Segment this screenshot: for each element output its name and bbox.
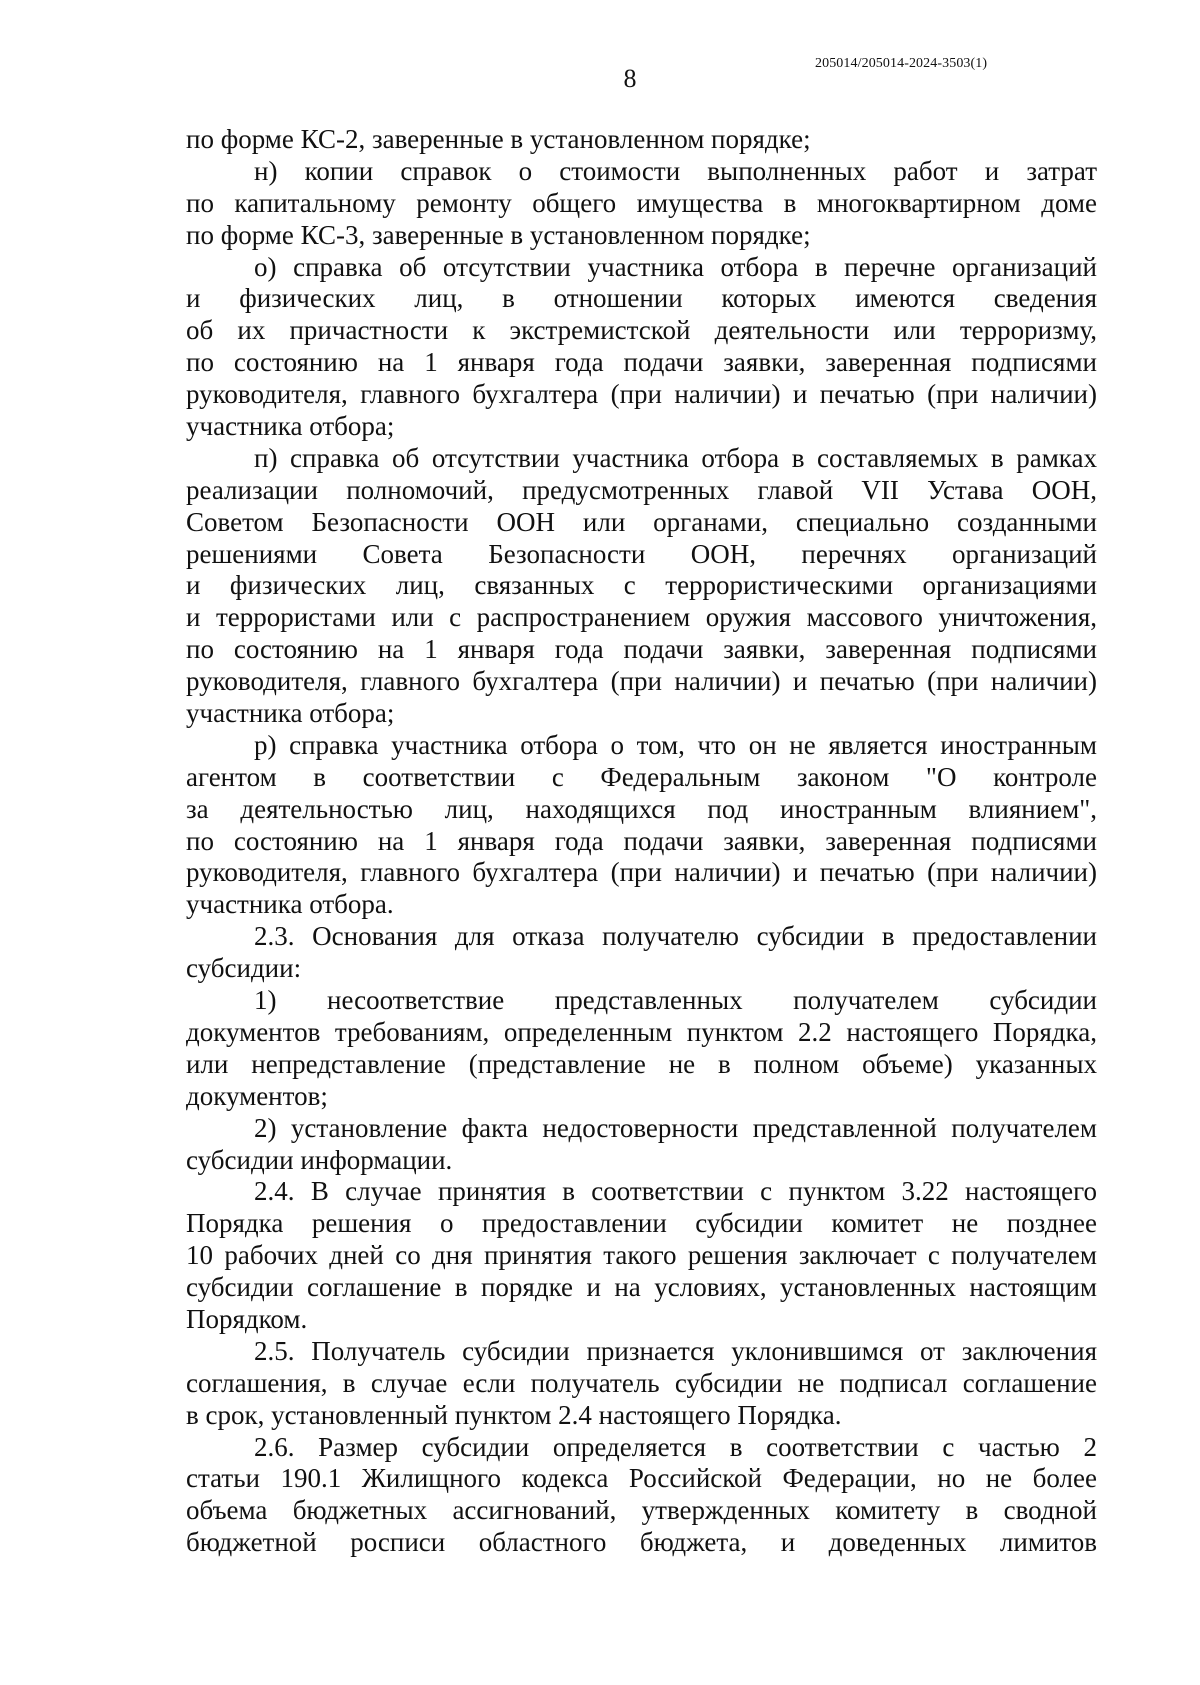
text-line: Советом Безопасности ООН или органами, специально созданными [186,506,1097,537]
text-line: н) копии справок о стоимости выполненных работ и затрат [254,155,1097,186]
text-line: по состоянию на 1 января года подачи заявки, заверенная подписями [186,634,1097,665]
text-line: документов; [186,1080,328,1111]
text-line: об их причастности к экстремистской деятельности или терроризму, [186,315,1097,346]
text-line: по состоянию на 1 января года подачи заявки, заверенная подписями [186,347,1097,378]
text-line: и физических лиц, в отношении которых имеются сведения [186,283,1097,314]
text-line: п) справка об отсутствии участника отбора в составляемых в рамках [254,442,1097,473]
page-number: 8 [623,64,637,93]
text-line: р) справка участника отбора о том, что он не является иностранным [254,729,1097,760]
text-line: руководителя, главного бухгалтера (при наличии) и печатью (при наличии) [186,666,1097,697]
text-line: реализации полномочий, предусмотренных главой VII Устава ООН, [186,474,1097,505]
text-line: руководителя, главного бухгалтера (при наличии) и печатью (при наличии) [186,857,1097,888]
text-line: о) справка об отсутствии участника отбора в перечне организаций [254,251,1097,282]
text-line: 2.4. В случае принятия в соответствии с пунктом 3.22 настоящего [254,1176,1097,1207]
text-line: 2.3. Основания для отказа получателю субсидии в предоставлении [254,921,1097,952]
text-line: Порядка решения о предоставлении субсидии комитет не позднее [186,1208,1097,1239]
text-line: участника отбора. [186,889,394,920]
text-line: руководителя, главного бухгалтера (при наличии) и печатью (при наличии) [186,379,1097,410]
text-line: по капитальному ремонту общего имущества в многоквартирном доме [186,187,1097,218]
text-line: по форме КС-3, заверенные в установленном порядке; [186,219,811,250]
text-line: 2) установление факта недостоверности представленной получателем [254,1112,1097,1143]
text-line: 10 рабочих дней со дня принятия такого решения заключает с получателем [186,1240,1097,1271]
text-line: за деятельностью лиц, находящихся под иностранным влиянием", [186,793,1097,824]
text-line: по форме КС-2, заверенные в установленном порядке; [186,124,811,154]
text-line: 2.5. Получатель субсидии признается уклонившимся от заключения [254,1335,1097,1366]
text-line: субсидии: [186,953,302,984]
text-line: соглашения, в случае если получатель субсидии не подписал соглашение [186,1367,1097,1398]
document-body [186,124,1097,1559]
text-line: объема бюджетных ассигнований, утвержденных комитету в сводной [186,1495,1097,1526]
text-line: по состоянию на 1 января года подачи заявки, заверенная подписями [186,825,1097,856]
text-line: и террористами или с распространением оружия массового уничтожения, [186,602,1097,633]
text-line: документов требованиям, определенным пунктом 2.2 настоящего Порядка, [186,1016,1097,1047]
text-line: субсидии соглашение в порядке и на условиях, установленных настоящим [186,1272,1097,1303]
text-line: решениями Совета Безопасности ООН, перечнях организаций [186,538,1097,569]
text-line: агентом в соответствии с Федеральным законом "О контроле [186,761,1097,792]
text-line: участника отбора; [186,698,395,729]
text-line: субсидии информации. [186,1144,453,1175]
text-line: статьи 190.1 Жилищного кодекса Российской Федерации, но не более [186,1463,1097,1494]
text-line: участника отбора; [186,411,395,442]
document-code: 205014/205014-2024-3503(1) [815,56,988,71]
text-line: или непредставление (представление не в полном объеме) указанных [186,1048,1097,1079]
text-line: бюджетной росписи областного бюджета, и доведенных лимитов [186,1527,1097,1558]
text-line: 1) несоответствие представленных получателем субсидии [254,985,1097,1016]
text-line: Порядком. [186,1303,308,1334]
text-line: 2.6. Размер субсидии определяется в соответствии с частью 2 [254,1431,1097,1462]
text-line: в срок, установленный пунктом 2.4 настоящего Порядка. [186,1399,842,1430]
text-line: и физических лиц, связанных с террористическими организациями [186,570,1097,601]
